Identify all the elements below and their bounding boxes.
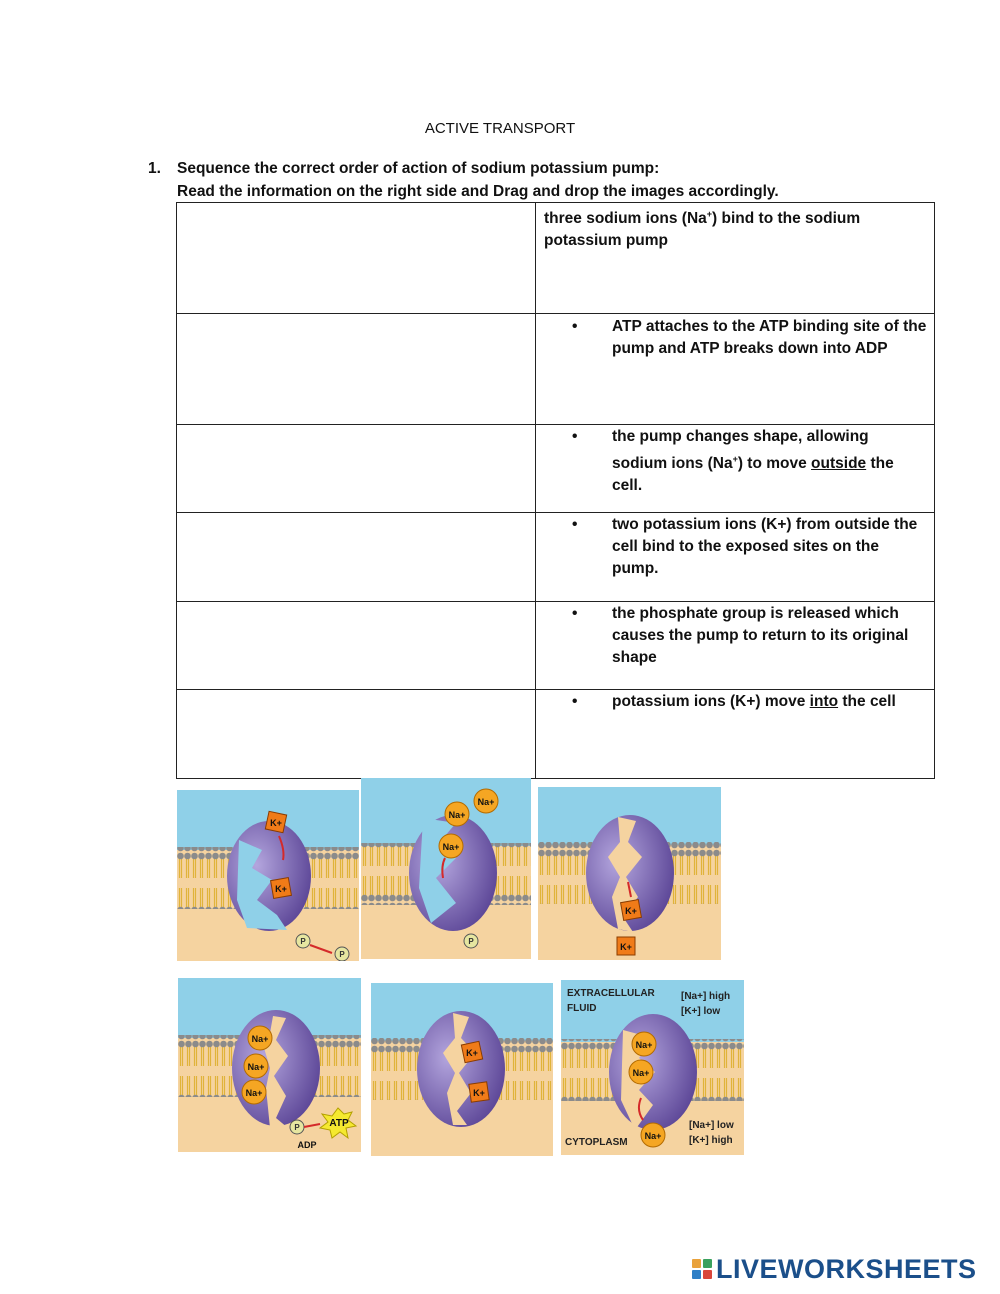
- k-ion-label: K+: [620, 942, 632, 952]
- bullet: •: [572, 693, 578, 710]
- sequence-table: [176, 202, 935, 779]
- adp-label: ADP: [297, 1140, 317, 1150]
- phosphate-label: P: [294, 1123, 300, 1132]
- drop-zone-6[interactable]: [177, 690, 536, 779]
- pump-image-4[interactable]: [178, 978, 361, 1152]
- pump-image-3[interactable]: [538, 787, 721, 960]
- k-ion-label: K+: [625, 906, 637, 916]
- drop-zone-4[interactable]: [177, 513, 536, 602]
- bullet: •: [572, 605, 578, 622]
- step-5: • the phosphate group is released which causes the pump to return to its original shape: [536, 602, 935, 690]
- k-ion-label: K+: [473, 1088, 485, 1098]
- phosphate-label: P: [468, 937, 474, 946]
- bullet: •: [572, 318, 578, 335]
- step-3: • the pump changes shape, allowing sodium ions (Na+) to move outside the cell.: [536, 425, 935, 513]
- drop-zone-2[interactable]: [177, 314, 536, 425]
- step-2: • ATP attaches to the ATP binding site of the pump and ATP breaks down into ADP: [536, 314, 935, 425]
- pump-image-1[interactable]: [177, 790, 359, 961]
- k-high-label: [K+] high: [689, 1135, 733, 1146]
- extracellular-label: EXTRACELLULAR: [567, 988, 655, 999]
- step-4: • two potassium ions (K+) from outside the cell bind to the exposed sites on the pump.: [536, 513, 935, 602]
- bullet: •: [572, 428, 578, 445]
- question-text: Sequence the correct order of action of sodium potassium pump:: [177, 160, 660, 177]
- atp-label: ATP: [329, 1118, 349, 1129]
- na-low-label: [Na+] low: [689, 1120, 734, 1131]
- pump-image-2[interactable]: [361, 778, 531, 959]
- question-instruction: Read the information on the right side and Drag and drop the images accordingly.: [177, 183, 779, 200]
- na-ion-label: Na+: [635, 1040, 653, 1050]
- k-ion-label: K+: [270, 818, 282, 828]
- na-ion-label: Na+: [245, 1088, 263, 1098]
- na-ion-label: Na+: [477, 797, 495, 807]
- pump-image-6[interactable]: [561, 980, 744, 1155]
- na-ion-label: Na+: [632, 1068, 650, 1078]
- na-ion-label: Na+: [442, 842, 460, 852]
- na-high-label: [Na+] high: [681, 991, 731, 1002]
- brand-name: LIVEWORKSHEETS: [716, 1253, 977, 1284]
- k-low-label: [K+] low: [681, 1006, 721, 1017]
- phosphate-label: P: [339, 950, 345, 959]
- na-ion-label: Na+: [247, 1062, 265, 1072]
- k-ion-label: K+: [466, 1048, 478, 1058]
- na-ion-label: Na+: [644, 1131, 662, 1141]
- drop-zone-5[interactable]: [177, 602, 536, 690]
- step-1: three sodium ions (Na+) bind to the sodium potassium pump: [536, 203, 935, 314]
- cytoplasm-label: CYTOPLASM: [565, 1137, 628, 1148]
- k-ion-label: K+: [275, 884, 287, 894]
- na-ion-label: Na+: [448, 810, 466, 820]
- pump-image-5[interactable]: [371, 983, 553, 1156]
- na-ion-label: Na+: [251, 1034, 269, 1044]
- logo-blocks-icon: [692, 1259, 712, 1279]
- phosphate-label: P: [300, 937, 306, 946]
- drop-zone-3[interactable]: [177, 425, 536, 513]
- fluid-label: FLUID: [567, 1003, 597, 1014]
- liveworksheets-logo: [692, 1252, 977, 1286]
- page-title: ACTIVE TRANSPORT: [424, 120, 576, 137]
- drop-zone-1[interactable]: [177, 203, 536, 314]
- question-number: 1.: [148, 160, 161, 177]
- step-6: • potassium ions (K+) move into the cell: [536, 690, 935, 779]
- bullet: •: [572, 516, 578, 533]
